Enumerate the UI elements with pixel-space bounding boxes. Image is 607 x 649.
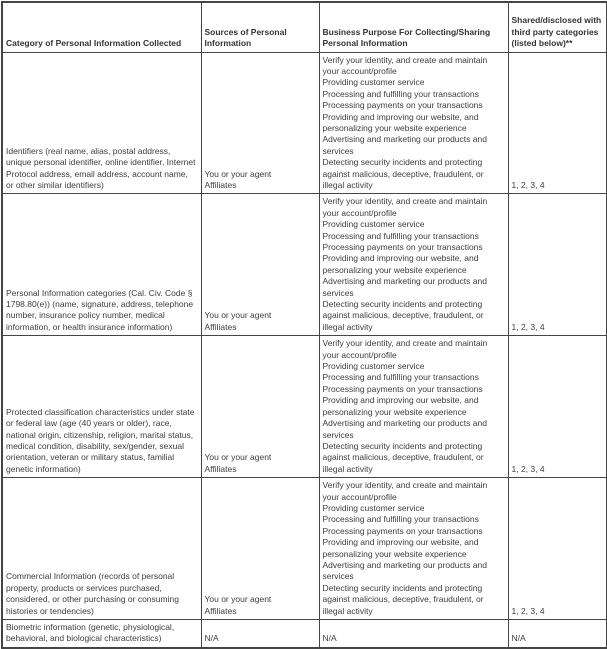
cell-shared-with — [508, 194, 607, 336]
cell-purposes-text: Advertising and marketing our products and services — [322, 418, 487, 440]
table-body — [2, 52, 607, 648]
cell-sources-text: You or your agent — [204, 168, 272, 179]
cell-purposes-text: Providing and improving our website, and personalizing your website experience — [322, 537, 479, 559]
cell-purposes-text: Processing payments on your transactions — [322, 383, 483, 394]
cell-purposes — [319, 478, 508, 620]
table-row — [2, 620, 607, 648]
cell-purposes-text: Advertising and marketing our products and services — [322, 559, 487, 582]
cell-purposes-text: Detecting security incidents and protecting against malicious, deceptive, fraudulent, or illegal activity — [322, 299, 484, 332]
cell-sources — [201, 620, 319, 648]
cell-category-text: Identifiers (real name, alias, postal address, unique personal identifier, online identifier, Internet Protocol address, email address, account name, or other similar identifiers) — [6, 145, 196, 190]
header-business-purpose: Business Purpose For Collecting/Sharing Personal Information — [319, 2, 508, 52]
cell-shared-with — [508, 620, 607, 648]
personal-information-categories-table — [1, 1, 607, 649]
header-category: Category of Personal Information Collected — [2, 2, 201, 52]
cell-purposes-text: Providing customer service — [322, 77, 425, 88]
cell-sources-text: You or your agent — [204, 594, 272, 605]
cell-purposes-text: Advertising and marketing our products and services — [322, 134, 487, 156]
cell-purposes-text: Processing and fulfilling your transactions — [322, 514, 479, 525]
cell-purposes-text: Verify your identity, and create and maintain your account/profile — [322, 338, 488, 360]
cell-purposes-text: Detecting security incidents and protecting against malicious, deceptive, fraudulent, or illegal activity — [322, 582, 484, 616]
cell-purposes-text: Processing and fulfilling your transactions — [322, 372, 479, 383]
cell-purposes-text: Providing customer service — [322, 219, 425, 230]
cell-sources — [201, 194, 319, 336]
cell-sources-text: You or your agent — [204, 452, 272, 463]
cell-purposes-text: Providing and improving our website, and personalizing your website experience — [322, 253, 479, 275]
cell-purposes-text: Providing and improving our website, and personalizing your website experience — [322, 395, 479, 417]
header-shared-disclosed: Shared/disclosed with third party categories (listed below)** — [508, 2, 607, 52]
cell-category-text: Protected classification characteristics under state or federal law (age (40 years or older), race, national origin, citizenship, religion, marital status, medical condition, disability, sex/gender, sexual orientation, veteran or military status, familial genetic information) — [6, 406, 195, 474]
cell-purposes-text: Processing payments on your transactions — [322, 242, 483, 252]
cell-purposes-text: Verify your identity, and create and maintain your account/profile — [322, 196, 488, 218]
cell-shared-with — [508, 336, 607, 478]
cell-shared-with-text: 1, 2, 3, 4 — [511, 179, 545, 190]
cell-purposes-text: Providing customer service — [322, 361, 425, 372]
table-row — [2, 52, 607, 194]
cell-shared-with-text: 1, 2, 3, 4 — [511, 463, 545, 474]
cell-purposes — [319, 52, 508, 194]
cell-sources-text: You or your agent — [204, 310, 272, 321]
cell-category-text: Personal Information categories (Cal. Civ. Code § 1798.80(e)) (name, signature, address, telephone number, insurance policy number, medical information, or health insurance information) — [6, 287, 194, 332]
cell-shared-with-text: 1, 2, 3, 4 — [511, 321, 545, 332]
cell-category-text: Commercial Information (records of personal property, products or services purchased, considered, or other purchasing or consuming histories or tendencies) — [6, 571, 179, 616]
cell-purposes-text: Processing and fulfilling your transactions — [322, 88, 479, 99]
cell-purposes-text: Processing payments on your transactions — [322, 100, 483, 111]
cell-category — [2, 478, 201, 620]
cell-purposes-text: Detecting security incidents and protecting against malicious, deceptive, fraudulent, or illegal activity — [322, 157, 484, 190]
cell-purposes — [319, 620, 508, 648]
cell-sources — [201, 52, 319, 194]
cell-purposes-text: Detecting security incidents and protecting against malicious, deceptive, fraudulent, or illegal activity — [322, 440, 484, 474]
cell-sources-text: Affiliates — [204, 179, 237, 190]
cell-purposes-text: Verify your identity, and create and maintain your account/profile — [322, 54, 488, 76]
cell-purposes — [319, 336, 508, 478]
cell-sources-text: Affiliates — [204, 321, 237, 332]
cell-purposes — [319, 194, 508, 336]
cell-shared-with-text: N/A — [511, 633, 526, 644]
cell-category — [2, 620, 201, 648]
cell-category — [2, 336, 201, 478]
cell-sources-text: Affiliates — [204, 463, 237, 474]
cell-purposes-text: N/A — [322, 633, 337, 644]
cell-shared-with — [508, 52, 607, 194]
cell-purposes-text: Advertising and marketing our products and services — [322, 276, 487, 298]
table-row — [2, 194, 607, 336]
cell-purposes-text: Processing payments on your transactions — [322, 525, 483, 536]
cell-sources — [201, 336, 319, 478]
cell-sources — [201, 478, 319, 620]
cell-purposes-text: Providing and improving our website, and personalizing your website experience — [322, 111, 479, 133]
cell-shared-with-text: 1, 2, 3, 4 — [511, 605, 545, 616]
cell-category-text: Biometric information (genetic, physiological, behavioral, and biological characteristics) — [6, 622, 175, 644]
cell-category — [2, 52, 201, 194]
cell-sources-text: N/A — [204, 633, 219, 644]
cell-sources-text: Affiliates — [204, 605, 237, 616]
table-header — [2, 2, 607, 52]
cell-purposes-text: Verify your identity, and create and maintain your account/profile — [322, 480, 488, 502]
cell-purposes-text: Providing customer service — [322, 502, 425, 513]
cell-category — [2, 194, 201, 336]
cell-shared-with — [508, 478, 607, 620]
header-sources: Sources of Personal Information — [201, 2, 319, 52]
table-row — [2, 336, 607, 478]
table-row — [2, 478, 607, 620]
cell-purposes-text: Processing and fulfilling your transactions — [322, 230, 479, 241]
header-row — [2, 2, 607, 52]
